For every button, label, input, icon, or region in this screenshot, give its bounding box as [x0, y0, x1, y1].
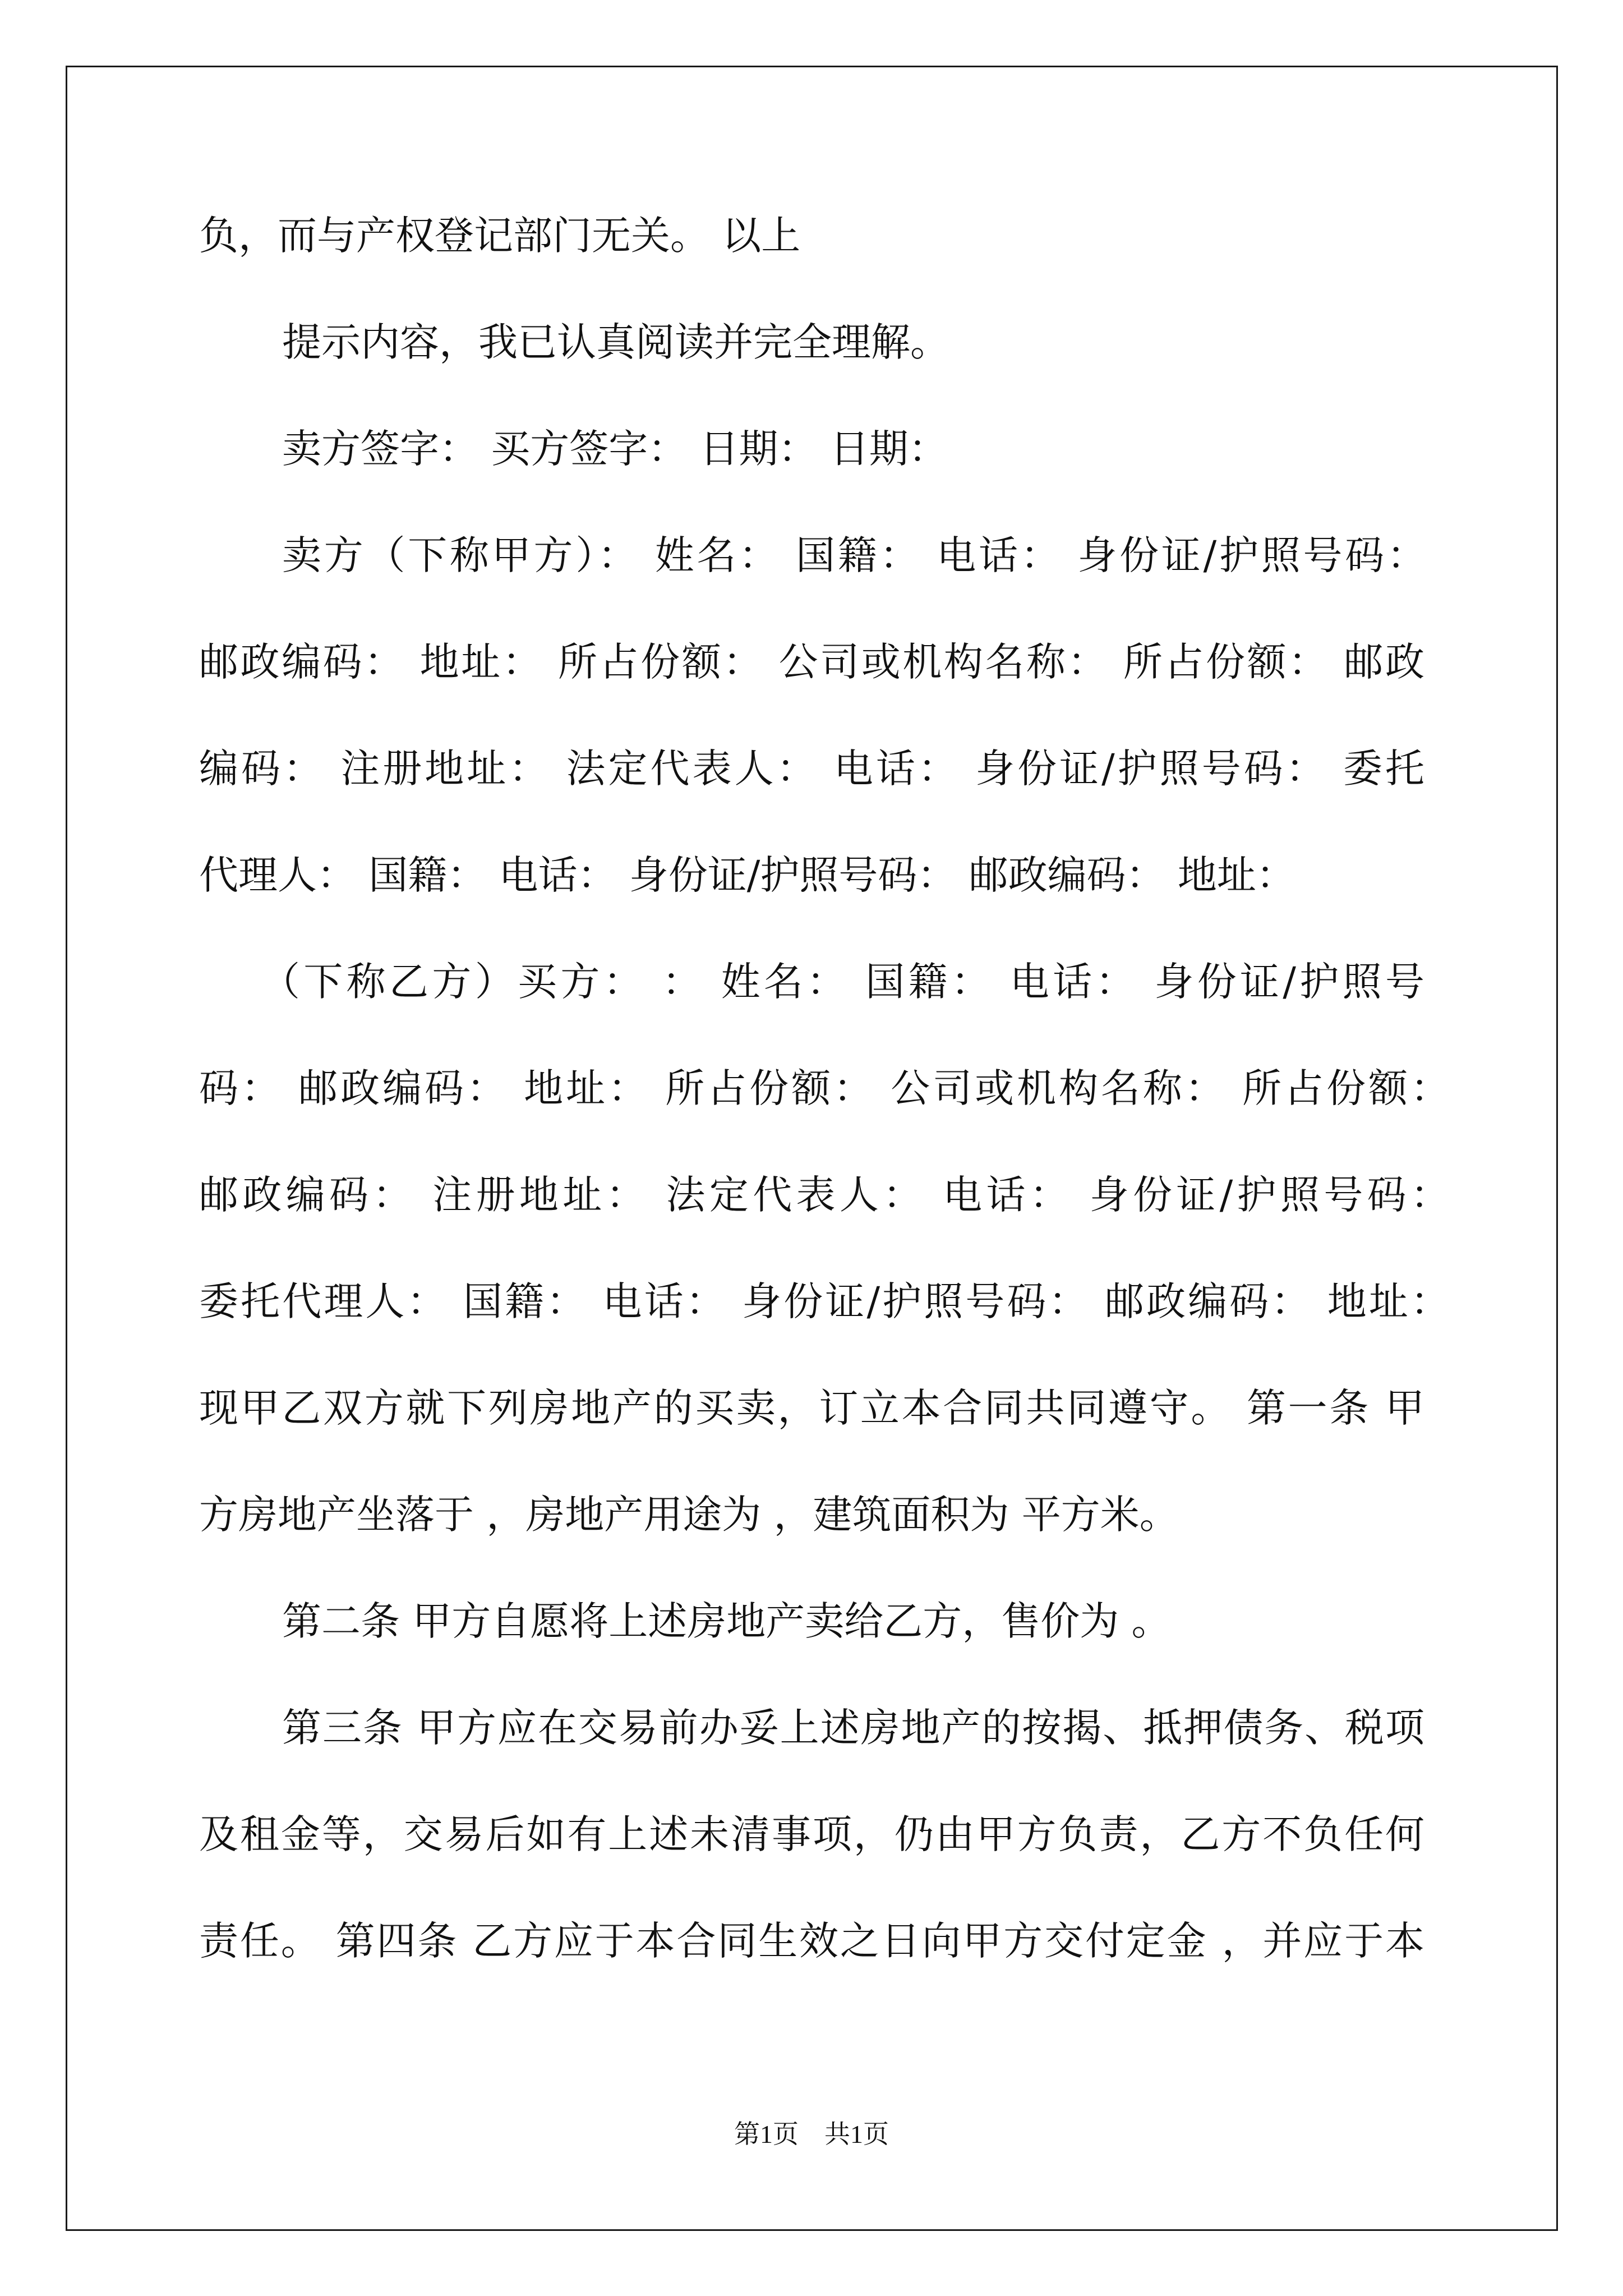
text-line: 第三条 甲方应在交易前办妥上述房地产的按揭、抵押债务、税项 — [282, 1705, 1424, 1751]
text-line: 负，而与产权登记部门无关。 以上 — [199, 213, 801, 259]
text-line: 及租金等，交易后如有上述未清事项，仍由甲方负责，乙方不负任何 — [199, 1811, 1424, 1857]
text-line: 提示内容，我已认真阅读并完全理解。 — [282, 319, 949, 365]
text-line: 卖方（下称甲方）： 姓名： 国籍： 电话： 身份证/护照号码： — [282, 532, 1426, 578]
text-line: 责任。 第四条 乙方应于本合同生效之日向甲方交付定金 ，并应于本 — [199, 1918, 1424, 1964]
text-line: 方房地产坐落于 ，房地产用途为 ，建筑面积为 平方米。 — [199, 1492, 1179, 1538]
text-line: 编码： 注册地址： 法定代表人： 电话： 身份证/护照号码： 委托 — [199, 746, 1424, 792]
text-line: 邮政编码： 注册地址： 法定代表人： 电话： 身份证/护照号码： — [199, 1172, 1450, 1218]
text-line: （下称乙方）买方： ： 姓名： 国籍： 电话： 身份证/护照号 — [261, 959, 1424, 1005]
page-border — [66, 66, 1558, 2231]
text-line: 委托代理人： 国籍： 电话： 身份证/护照号码： 邮政编码： 地址： — [199, 1278, 1450, 1324]
text-line: 码： 邮政编码： 地址： 所占份额： 公司或机构名称： 所占份额： — [199, 1065, 1450, 1111]
text-line: 卖方签字： 买方签字： 日期： 日期： — [282, 426, 948, 472]
text-line: 邮政编码： 地址： 所占份额： 公司或机构名称： 所占份额： 邮政 — [199, 639, 1424, 685]
page-footer: 第1页 共1页 — [734, 2120, 889, 2148]
text-line: 第二条 甲方自愿将上述房地产卖给乙方，售价为 。 — [282, 1598, 1171, 1644]
text-line: 现甲乙双方就下列房地产的买卖，订立本合同共同遵守。 第一条 甲 — [199, 1385, 1424, 1431]
text-line: 代理人： 国籍： 电话： 身份证/护照号码： 邮政编码： 地址： — [199, 852, 1295, 898]
